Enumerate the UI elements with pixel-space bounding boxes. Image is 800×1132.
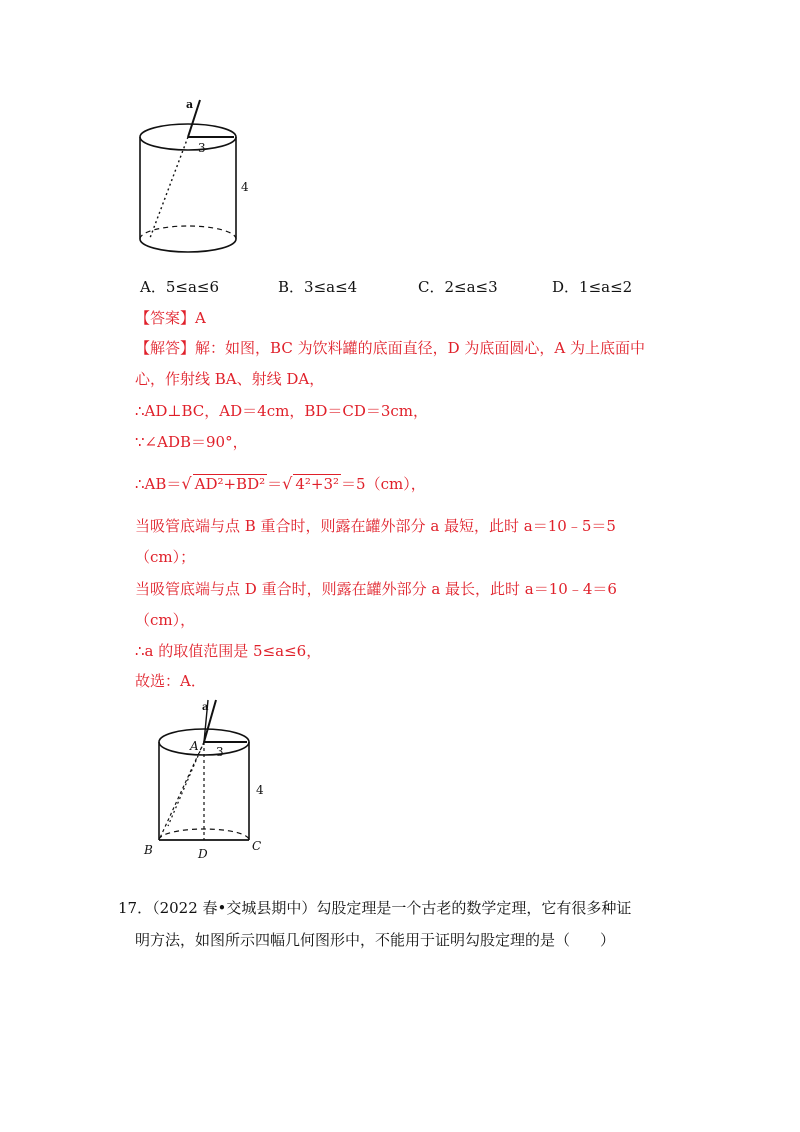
solution-line-3: ∴AD⊥BC，AD＝4cm，BD＝CD＝3cm，: [135, 402, 429, 420]
sqrt-4-3: 4²+3²: [295, 475, 340, 493]
option-a[interactable]: A．5≤a≤6: [140, 278, 220, 296]
sqrt-ad-bd: AD²+BD²: [194, 475, 266, 493]
label-radius: 3: [198, 141, 206, 155]
answer-line: [135, 307, 206, 328]
label-a: a: [186, 98, 194, 111]
solution-line-4: ∵∠ADB＝90°，: [135, 433, 248, 451]
label-radius: 3: [216, 745, 224, 759]
label-point-c: C: [252, 839, 262, 853]
solution-line-7: （cm）；: [135, 548, 196, 566]
option-b[interactable]: B．3≤a≤4: [278, 278, 358, 296]
solution-line-11: 故选：A．: [135, 672, 206, 690]
label-point-d: D: [198, 847, 208, 861]
label-a: a: [202, 702, 209, 713]
solution-tag: 【解答】: [135, 339, 196, 357]
solution-line-8: 当吸管底端与点 D 重合时，则露在罐外部分 a 最长，此时 a＝10﹣4＝6: [135, 580, 617, 598]
cylinder-figure-1: [130, 92, 250, 262]
question-17-line-2: 明方法，如图所示四幅几何图形中，不能用于证明勾股定理的是（ ）: [135, 931, 616, 949]
solution-line-6: 当吸管底端与点 B 重合时，则露在罐外部分 a 最短，此时 a＝10﹣5＝5: [135, 517, 616, 535]
solution-line-10: ∴a 的取值范围是 5≤a≤6，: [135, 642, 322, 660]
label-height: 4: [256, 783, 264, 797]
solution-line-2: 心，作射线 BA、射线 DA，: [135, 370, 325, 388]
question-17-line-1: 17．（2022 春•交城县期中）勾股定理是一个古老的数学定理，它有很多种证: [118, 899, 632, 917]
answer-tag: 【答案】: [135, 309, 196, 327]
label-height: 4: [241, 180, 249, 194]
solution-line-9: （cm），: [135, 611, 196, 629]
answer-value: A: [195, 309, 206, 327]
straw-inner: [150, 137, 188, 238]
answer-options: [140, 276, 700, 298]
label-point-b: B: [144, 843, 153, 857]
option-c[interactable]: C．2≤a≤3: [418, 278, 498, 296]
solution-line-1: 【解答】解：如图，BC 为饮料罐的底面直径，D 为底面圆心，A 为上底面中: [135, 339, 645, 357]
option-d[interactable]: D．1≤a≤2: [552, 278, 633, 296]
cylinder-figure-2: [138, 698, 270, 868]
bottom-front-arc: [140, 239, 236, 252]
solution-line-5: ∴AB＝√ AD²+BD² ＝√ 4²+3² ＝5（cm），: [135, 474, 426, 493]
label-point-a: A: [190, 739, 199, 753]
